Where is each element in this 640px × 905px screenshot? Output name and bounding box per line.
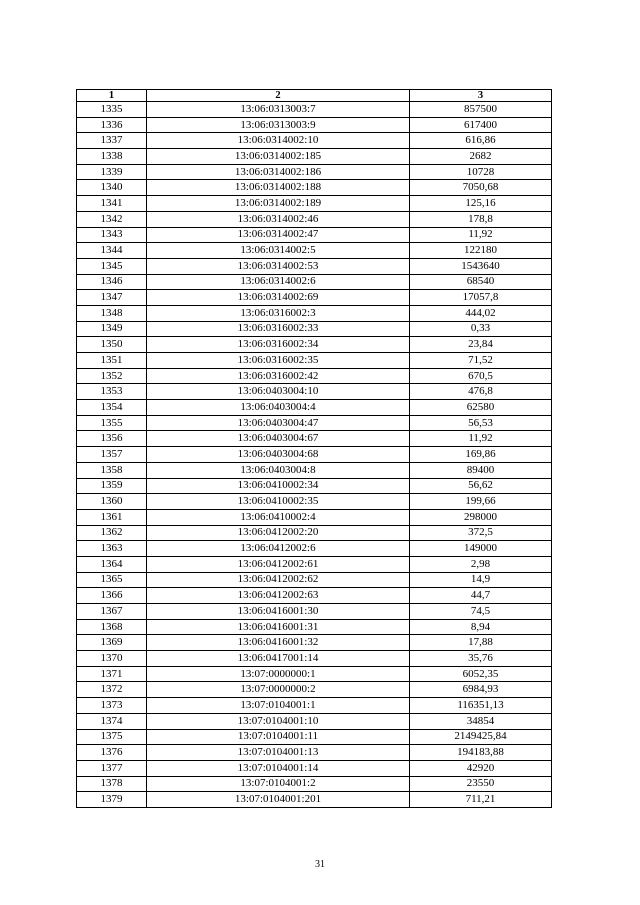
cadastral-number-cell: 13:06:0314002:189 [147, 196, 410, 212]
cadastral-number-cell: 13:06:0416001:30 [147, 604, 410, 620]
row-number-cell: 1351 [77, 353, 147, 369]
row-number-cell: 1356 [77, 431, 147, 447]
value-cell: 17,88 [410, 635, 552, 651]
value-cell: 1543640 [410, 258, 552, 274]
table-row [77, 525, 552, 541]
value-cell: 857500 [410, 102, 552, 118]
cadastral-number-cell: 13:06:0403004:4 [147, 400, 410, 416]
row-number-cell: 1379 [77, 792, 147, 808]
table-row [77, 745, 552, 761]
table-row [77, 666, 552, 682]
cadastral-number-cell: 13:06:0314002:188 [147, 180, 410, 196]
value-cell: 6984,93 [410, 682, 552, 698]
row-number-cell: 1344 [77, 243, 147, 259]
cadastral-number-cell: 13:06:0314002:185 [147, 149, 410, 165]
table-row [77, 305, 552, 321]
table-row [77, 321, 552, 337]
cadastral-number-cell: 13:06:0403004:8 [147, 462, 410, 478]
value-cell: 42920 [410, 760, 552, 776]
header-cell-value: 3 [410, 90, 552, 102]
value-cell: 444,02 [410, 305, 552, 321]
cadastral-number-cell: 13:06:0314002:6 [147, 274, 410, 290]
cadastral-number-cell: 13:06:0313003:9 [147, 117, 410, 133]
row-number-cell: 1371 [77, 666, 147, 682]
value-cell: 125,16 [410, 196, 552, 212]
table-row [77, 792, 552, 808]
value-cell: 10728 [410, 164, 552, 180]
cadastral-number-cell: 13:06:0412002:20 [147, 525, 410, 541]
value-cell: 0,33 [410, 321, 552, 337]
table-body [77, 102, 552, 808]
row-number-cell: 1346 [77, 274, 147, 290]
cadastral-number-cell: 13:06:0314002:69 [147, 290, 410, 306]
cadastral-number-cell: 13:06:0416001:31 [147, 619, 410, 635]
value-cell: 122180 [410, 243, 552, 259]
row-number-cell: 1348 [77, 305, 147, 321]
value-cell: 17057,8 [410, 290, 552, 306]
row-number-cell: 1365 [77, 572, 147, 588]
row-number-cell: 1366 [77, 588, 147, 604]
cadastral-number-cell: 13:06:0314002:186 [147, 164, 410, 180]
row-number-cell: 1354 [77, 400, 147, 416]
cadastral-number-cell: 13:06:0403004:10 [147, 384, 410, 400]
value-cell: 199,66 [410, 494, 552, 510]
table-row [77, 572, 552, 588]
cadastral-number-cell: 13:06:0313003:7 [147, 102, 410, 118]
row-number-cell: 1340 [77, 180, 147, 196]
table-row [77, 635, 552, 651]
table-row [77, 541, 552, 557]
cadastral-number-cell: 13:06:0314002:10 [147, 133, 410, 149]
row-number-cell: 1336 [77, 117, 147, 133]
cadastral-number-cell: 13:07:0104001:2 [147, 776, 410, 792]
row-number-cell: 1364 [77, 556, 147, 572]
table-row [77, 447, 552, 463]
value-cell: 44,7 [410, 588, 552, 604]
value-cell: 11,92 [410, 227, 552, 243]
cadastral-number-cell: 13:06:0316002:42 [147, 368, 410, 384]
cadastral-number-cell: 13:07:0104001:14 [147, 760, 410, 776]
value-cell: 35,76 [410, 651, 552, 667]
row-number-cell: 1363 [77, 541, 147, 557]
table-row [77, 729, 552, 745]
value-cell: 74,5 [410, 604, 552, 620]
row-number-cell: 1360 [77, 494, 147, 510]
row-number-cell: 1341 [77, 196, 147, 212]
value-cell: 23,84 [410, 337, 552, 353]
table-row [77, 509, 552, 525]
row-number-cell: 1353 [77, 384, 147, 400]
value-cell: 298000 [410, 509, 552, 525]
data-table [76, 89, 552, 808]
table-row [77, 682, 552, 698]
row-number-cell: 1368 [77, 619, 147, 635]
table-row [77, 180, 552, 196]
row-number-cell: 1350 [77, 337, 147, 353]
cadastral-number-cell: 13:06:0314002:46 [147, 211, 410, 227]
header-row [77, 90, 552, 102]
value-cell: 372,5 [410, 525, 552, 541]
row-number-cell: 1342 [77, 211, 147, 227]
cadastral-number-cell: 13:07:0104001:11 [147, 729, 410, 745]
cadastral-number-cell: 13:06:0410002:4 [147, 509, 410, 525]
value-cell: 62580 [410, 400, 552, 416]
table-row [77, 431, 552, 447]
cadastral-number-cell: 13:07:0104001:10 [147, 713, 410, 729]
cadastral-number-cell: 13:06:0412002:6 [147, 541, 410, 557]
table-row [77, 149, 552, 165]
value-cell: 68540 [410, 274, 552, 290]
row-number-cell: 1372 [77, 682, 147, 698]
table-row [77, 415, 552, 431]
cadastral-number-cell: 13:06:0412002:63 [147, 588, 410, 604]
table-row [77, 384, 552, 400]
value-cell: 6052,35 [410, 666, 552, 682]
value-cell: 617400 [410, 117, 552, 133]
row-number-cell: 1343 [77, 227, 147, 243]
value-cell: 56,62 [410, 478, 552, 494]
value-cell: 169,86 [410, 447, 552, 463]
table-row [77, 760, 552, 776]
row-number-cell: 1377 [77, 760, 147, 776]
table-row [77, 133, 552, 149]
cadastral-number-cell: 13:06:0403004:67 [147, 431, 410, 447]
row-number-cell: 1338 [77, 149, 147, 165]
table-row [77, 196, 552, 212]
value-cell: 71,52 [410, 353, 552, 369]
row-number-cell: 1376 [77, 745, 147, 761]
table-row [77, 400, 552, 416]
row-number-cell: 1339 [77, 164, 147, 180]
row-number-cell: 1373 [77, 698, 147, 714]
table-row [77, 478, 552, 494]
cadastral-number-cell: 13:06:0416001:32 [147, 635, 410, 651]
header-cell-number: 1 [77, 90, 147, 102]
table-row [77, 274, 552, 290]
row-number-cell: 1378 [77, 776, 147, 792]
value-cell: 116351,13 [410, 698, 552, 714]
table-row [77, 258, 552, 274]
table-row [77, 713, 552, 729]
table-row [77, 227, 552, 243]
cadastral-number-cell: 13:06:0314002:53 [147, 258, 410, 274]
table-row [77, 651, 552, 667]
value-cell: 8,94 [410, 619, 552, 635]
value-cell: 616,86 [410, 133, 552, 149]
row-number-cell: 1345 [77, 258, 147, 274]
table-row [77, 588, 552, 604]
cadastral-number-cell: 13:06:0403004:47 [147, 415, 410, 431]
table-row [77, 619, 552, 635]
page-number: 31 [315, 859, 325, 870]
cadastral-number-cell: 13:06:0314002:47 [147, 227, 410, 243]
row-number-cell: 1357 [77, 447, 147, 463]
row-number-cell: 1374 [77, 713, 147, 729]
cadastral-number-cell: 13:06:0403004:68 [147, 447, 410, 463]
value-cell: 149000 [410, 541, 552, 557]
cadastral-number-cell: 13:06:0417001:14 [147, 651, 410, 667]
value-cell: 194183,88 [410, 745, 552, 761]
cadastral-number-cell: 13:06:0412002:62 [147, 572, 410, 588]
cadastral-number-cell: 13:07:0104001:201 [147, 792, 410, 808]
cadastral-number-cell: 13:06:0316002:3 [147, 305, 410, 321]
row-number-cell: 1370 [77, 651, 147, 667]
table-row [77, 290, 552, 306]
value-cell: 711,21 [410, 792, 552, 808]
row-number-cell: 1369 [77, 635, 147, 651]
value-cell: 476,8 [410, 384, 552, 400]
row-number-cell: 1349 [77, 321, 147, 337]
table-row [77, 698, 552, 714]
table-row [77, 243, 552, 259]
value-cell: 56,53 [410, 415, 552, 431]
row-number-cell: 1352 [77, 368, 147, 384]
cadastral-number-cell: 13:06:0316002:35 [147, 353, 410, 369]
table-header [77, 90, 552, 102]
value-cell: 2682 [410, 149, 552, 165]
row-number-cell: 1367 [77, 604, 147, 620]
row-number-cell: 1359 [77, 478, 147, 494]
value-cell: 23550 [410, 776, 552, 792]
table-row [77, 117, 552, 133]
value-cell: 89400 [410, 462, 552, 478]
table-row [77, 368, 552, 384]
value-cell: 178,8 [410, 211, 552, 227]
cadastral-number-cell: 13:06:0316002:34 [147, 337, 410, 353]
cadastral-number-cell: 13:06:0410002:34 [147, 478, 410, 494]
value-cell: 670,5 [410, 368, 552, 384]
value-cell: 2149425,84 [410, 729, 552, 745]
cadastral-number-cell: 13:07:0000000:1 [147, 666, 410, 682]
value-cell: 2,98 [410, 556, 552, 572]
value-cell: 14,9 [410, 572, 552, 588]
cadastral-number-cell: 13:06:0410002:35 [147, 494, 410, 510]
value-cell: 11,92 [410, 431, 552, 447]
table-row [77, 494, 552, 510]
cadastral-number-cell: 13:06:0412002:61 [147, 556, 410, 572]
table-row [77, 556, 552, 572]
row-number-cell: 1335 [77, 102, 147, 118]
cadastral-number-cell: 13:07:0104001:13 [147, 745, 410, 761]
cadastral-number-cell: 13:07:0000000:2 [147, 682, 410, 698]
table-row [77, 102, 552, 118]
row-number-cell: 1355 [77, 415, 147, 431]
table-row [77, 337, 552, 353]
cadastral-number-cell: 13:07:0104001:1 [147, 698, 410, 714]
row-number-cell: 1347 [77, 290, 147, 306]
value-cell: 34854 [410, 713, 552, 729]
cadastral-number-cell: 13:06:0314002:5 [147, 243, 410, 259]
row-number-cell: 1375 [77, 729, 147, 745]
table-row [77, 462, 552, 478]
table-row [77, 164, 552, 180]
value-cell: 7050,68 [410, 180, 552, 196]
table-row [77, 776, 552, 792]
row-number-cell: 1358 [77, 462, 147, 478]
row-number-cell: 1337 [77, 133, 147, 149]
row-number-cell: 1362 [77, 525, 147, 541]
table-row [77, 353, 552, 369]
cadastral-number-cell: 13:06:0316002:33 [147, 321, 410, 337]
table-row [77, 211, 552, 227]
header-cell-cadastral: 2 [147, 90, 410, 102]
table-row [77, 604, 552, 620]
row-number-cell: 1361 [77, 509, 147, 525]
